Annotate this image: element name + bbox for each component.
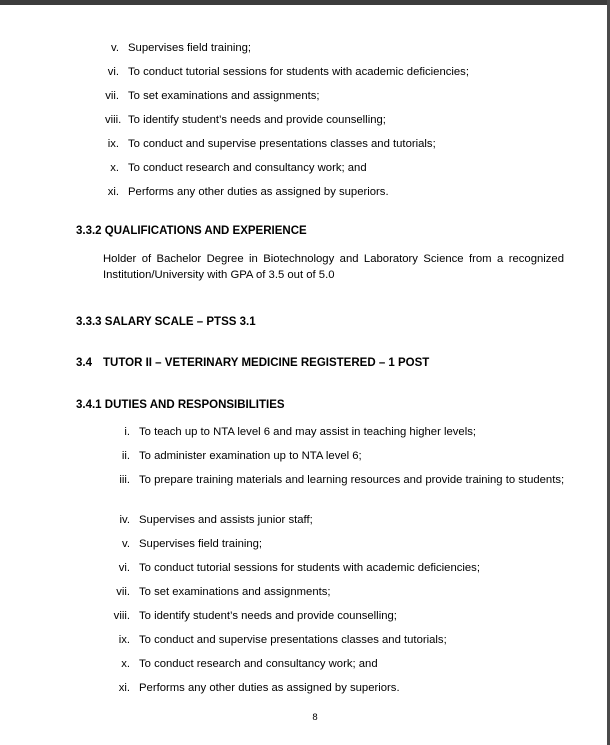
list-item-number: vii. [105, 90, 119, 102]
list-item-text: To set examinations and assignments; [128, 90, 320, 102]
section-heading-qualifications: 3.3.2 QUALIFICATIONS AND EXPERIENCE [76, 225, 307, 237]
page-number: 8 [312, 712, 318, 723]
list-item-text: Supervises field training; [128, 42, 252, 54]
section-heading-duties: 3.4.1 DUTIES AND RESPONSIBILITIES [76, 399, 285, 411]
list-item-number: ix. [107, 138, 119, 150]
list-item-text: To conduct tutorial sessions for students with academic deficiencies; [139, 562, 480, 574]
list-item-number: xi. [107, 186, 119, 198]
list-item-number: iii. [119, 474, 130, 486]
list-item-text: To conduct and supervise presentations classes and tutorials; [128, 138, 436, 150]
list-item-number: x. [110, 162, 119, 174]
section-heading-salary-scale: 3.3.3 SALARY SCALE – PTSS 3.1 [76, 316, 256, 328]
list-item-number: viii. [113, 610, 130, 622]
list-item-text: To identify student’s needs and provide counselling; [139, 610, 397, 622]
list-item-number: ix. [118, 634, 130, 646]
list-item-number: ii. [121, 450, 130, 462]
list-item-number: viii. [105, 114, 122, 126]
list-item-number: vii. [116, 586, 130, 598]
list-item-number: i. [124, 426, 130, 438]
list-item-text: To identify student’s needs and provide counselling; [128, 114, 386, 126]
section-heading-tutor-ii: TUTOR II – VETERINARY MEDICINE REGISTERED – 1 POST [103, 357, 430, 369]
document-page [0, 5, 607, 745]
list-item-text: Performs any other duties as assigned by superiors. [128, 186, 389, 198]
section-number-3-4: 3.4 [76, 357, 92, 369]
list-item-number: v. [122, 538, 130, 550]
list-item-text: To administer examination up to NTA level 6; [139, 450, 362, 462]
list-item-number: vi. [107, 66, 119, 78]
qualifications-paragraph: Holder of Bachelor Degree in Biotechnology and Laboratory Science from a recognized Institution/University with GPA of 3.5 out of 5.0 [103, 253, 564, 281]
list-item-number: vi. [118, 562, 130, 574]
list-item-text: To conduct tutorial sessions for students with academic deficiencies; [128, 66, 469, 78]
list-item-number: v. [111, 42, 119, 54]
list-item-text: To teach up to NTA level 6 and may assist in teaching higher levels; [139, 426, 476, 438]
list-item-text: Supervises and assists junior staff; [139, 514, 313, 526]
list-item-number: iv. [119, 514, 130, 526]
list-item-text: To conduct research and consultancy work; and [139, 658, 378, 670]
list-item-text: To conduct research and consultancy work; and [128, 162, 367, 174]
list-item-text: To conduct and supervise presentations classes and tutorials; [139, 634, 447, 646]
list-item-text: To prepare training materials and learning resources and provide training to students; [139, 474, 565, 486]
list-item-number: xi. [118, 682, 130, 694]
list-item-text: Performs any other duties as assigned by superiors. [139, 682, 400, 694]
list-item-text: To set examinations and assignments; [139, 586, 331, 598]
list-item-number: x. [121, 658, 130, 670]
list-item-text: Supervises field training; [139, 538, 263, 550]
